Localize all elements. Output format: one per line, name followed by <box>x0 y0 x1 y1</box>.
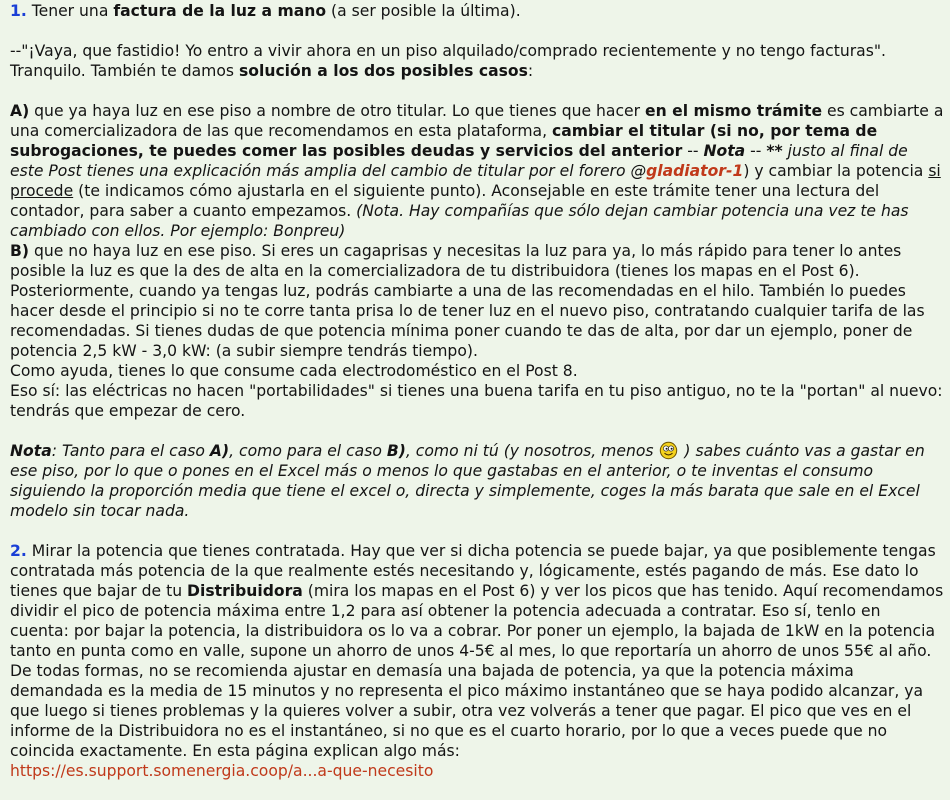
case-a-bold-2: cambiar el titular (si no, por tema de subrogaciones, te puedes comer las posibles deudas y servicios del anterior <box>10 122 878 160</box>
step-2-paragraph <box>10 541 944 761</box>
step-2-link-line <box>10 761 944 781</box>
nota-italic-2: , como para el caso <box>229 442 387 460</box>
nota-italic-3: , como ni tú (y nosotros, menos <box>405 442 659 460</box>
spacer <box>10 521 944 541</box>
step-2-number: 2. <box>10 542 27 560</box>
case-a-text-1: que ya haya luz en ese piso a nombre de otro titular. Lo que tienes que hacer <box>29 102 646 120</box>
case-b-line-3: Eso sí: las eléctricas no hacen "portabilidades" si tienes una buena tarifa en tu piso antiguo, no te la "portan" al nuevo: tendrás que empezar de cero. <box>10 382 943 420</box>
case-b-line-2: Como ayuda, tienes lo que consume cada electrodoméstico en el Post 8. <box>10 362 578 380</box>
somenergia-support-link[interactable]: https://es.support.somenergia.coop/a...a-que-necesito <box>10 762 434 780</box>
case-a-label: A) <box>10 102 30 120</box>
smiley-icon <box>659 441 678 460</box>
intro-bold: solución a los dos posibles casos <box>239 62 528 80</box>
case-a-text-2: es cambiarte a una comercializadora de las que recomendamos en esta plataforma, <box>10 102 944 140</box>
intro-text: --"¡Vaya, que fastidio! Yo entro a vivir ahora en un piso alquilado/comprado recientemente y no tengo facturas". Tranquilo. También te damos <box>10 42 886 80</box>
step-1-number: 1. <box>10 2 27 20</box>
nota-label: Nota <box>10 442 52 460</box>
case-a-text-3: -- <box>682 142 704 160</box>
case-a-stars: ** <box>766 142 783 160</box>
nota-italic-1: : Tanto para el caso <box>51 442 210 460</box>
nota-italic-4: ) sabes cuánto vas a gastar en ese piso, por lo que o pones en el Excel más o menos lo que gastabas en el anterior, o te inventas el consumo siguiendo la proporción media que tiene el excel o, directa y simplemente, coges la más barata que sale en el Excel modelo sin tocar nada. <box>10 442 925 520</box>
step-1-paragraph <box>10 1 944 21</box>
intro-text-end: : <box>527 62 534 80</box>
nota-case-a: A) <box>209 442 230 460</box>
case-a-italic-1: justo al final de este Post tienes una explicación más amplia del cambio de titular por el forero @ <box>10 142 908 180</box>
case-a-italic-2: (Nota. Hay compañías que sólo dejan cambiar potencia una vez te has cambiado con ellos. Por ejemplo: Bonpreu) <box>10 202 909 240</box>
spacer <box>10 421 944 441</box>
case-a-underline: si procede <box>10 162 941 200</box>
spacer <box>10 21 944 41</box>
case-a-text-5: ) y cambiar la potencia <box>743 162 929 180</box>
case-a-text-6: (te indicamos cómo ajustarla en el siguiente punto). Aconsejable en este trámite tener una lectura del contador, para saber a cuanto empezamos. <box>10 182 880 220</box>
nota-case-b: B) <box>386 442 406 460</box>
spacer <box>10 81 944 101</box>
step-1-bold: factura de la luz a mano <box>113 2 327 20</box>
case-b-text: que no haya luz en ese piso. Si eres un cagaprisas y necesitas la luz para ya, lo más rápido para tener lo antes posible la luz es que la des de alta en la comercializadora de tu distribuidora (tienes los mapas en el Post 6). Posteriormente, cuando ya tengas luz, podrás cambiarte a una de las recomendadas en el hilo. También lo puedes hacer desde el principio si no te corre tanta prisa lo de tener luz en el nuevo piso, contratando cualquier tarifa de las recomendadas. Si tienes dudas de que potencia mínima poner cuando te das de alta, por dar un ejemplo, poner de potencia 2,5 kW - 3,0 kW: (a subir siempre tendrás tiempo). <box>10 242 925 360</box>
step-1-text: Tener una <box>26 2 114 20</box>
case-b-paragraph <box>10 241 944 361</box>
step-2-text-2: (mira los mapas en el Post 6) y ver los picos que has tenido. Aquí recomendamos dividir el pico de potencia máxima entre 1,2 para así obtener la potencia adecuada a contratar. Eso sí, tenlo en cuenta: por bajar la potencia, la distribuidora os lo va a cobrar. Por poner un ejemplo, la bajada de 1kW en la potencia tanto en punta como en valle, supone un ahorro de unos 4-5€ al mes, lo que reportaría un ahorro de unos 55€ al año. De todas formas, no se recomienda ajustar en demasía una bajada de potencia, ya que la potencia máxima demandada es la media de 15 minutos y no representa el pico máximo instantáneo que se haya podido alcanzar, ya que luego si tienes problemas y la quieres volver a subir, otra vez volverás a tener que pagar. El pico que ves en el informe de la Distribuidora no es el instantáneo, si no que es el cuarto horario, por lo que a veces puede que no coincida exactamente. En esta página explican algo más: <box>10 582 944 760</box>
intro-paragraph <box>10 41 944 81</box>
case-b-label: B) <box>10 242 30 260</box>
forum-user-mention[interactable]: gladiator-1 <box>646 162 744 180</box>
step-2-bold: Distribuidora <box>187 582 303 600</box>
case-a-text-4: -- <box>745 142 767 160</box>
step-1-text-end: (a ser posible la última). <box>326 2 521 20</box>
nota-paragraph <box>10 441 944 521</box>
step-2-text-1: Mirar la potencia que tienes contratada. Hay que ver si dicha potencia se puede bajar, ya que posiblemente tengas contratada más potencia de la que realmente estés necesitando y, lógicamente, estés pagando de más. Ese dato lo tienes que bajar de tu <box>10 542 936 600</box>
case-a-paragraph <box>10 101 944 241</box>
case-a-bold-1: en el mismo trámite <box>645 102 823 120</box>
case-a-nota: Nota <box>703 142 746 160</box>
